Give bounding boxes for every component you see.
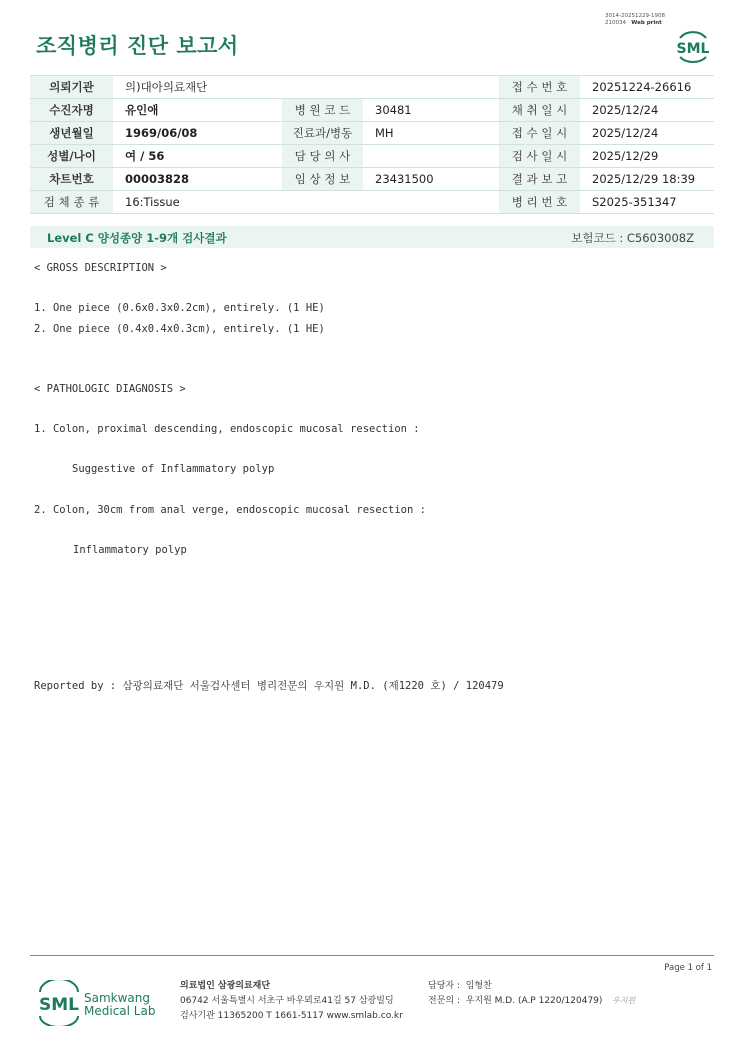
diagnosis-result: Inflammatory polyp: [73, 544, 187, 556]
report-code: [605, 13, 665, 27]
report-code-line1: 3014-20251229-1908: [605, 13, 665, 19]
result-label: 결 과 보 고: [499, 168, 580, 191]
report-code-id: 210034: [605, 20, 626, 26]
test-level: Level C 양성종양 1-9개 검사결과: [47, 231, 227, 245]
footer-contact: 검사기관 11365200 T 1661-5117 www.smlab.co.kr: [180, 1011, 403, 1021]
footer-logo-sml: SML: [39, 995, 79, 1015]
collect-date-label: 채 취 일 시: [499, 99, 580, 122]
footer-address: 06742 서울특별시 서초구 바우뫼로41길 57 삼광빌딩: [180, 996, 394, 1006]
diagnosis-header: < PATHOLOGIC DIAGNOSIS >: [34, 383, 186, 395]
page-number: Page 1 of 1: [664, 963, 712, 973]
specialist-label: 전문의 :: [428, 996, 460, 1006]
signature: 우지원: [612, 996, 636, 1005]
dept-value: MH: [363, 122, 499, 145]
sex-age-value: 여 / 56: [113, 145, 282, 168]
birth-value: 1969/06/08: [113, 122, 282, 145]
manager-name: 임형찬: [465, 981, 492, 991]
clinical-label: 임 상 정 보: [282, 168, 363, 191]
request-org-label: 의뢰기관: [30, 76, 113, 99]
request-org-value: 의)대아의료재단: [113, 76, 499, 99]
footer-staff: [428, 979, 602, 1009]
patient-label: 수진자명: [30, 99, 113, 122]
info-row: [30, 145, 714, 168]
dept-label: 진료과/병동: [282, 122, 363, 145]
report-title: 조직병리 진단 보고서: [36, 34, 239, 58]
info-row: [30, 191, 714, 214]
path-no-value: S2025-351347: [580, 191, 714, 214]
specimen-label: 검 체 종 류: [30, 191, 113, 214]
diagnosis-item: 2. Colon, 30cm from anal verge, endoscopic mucosal resection :: [34, 504, 426, 516]
reported-by: Reported by : 삼광의료재단 서울검사센터 병리전문의 우지원 M.D. (제1220 호) / 120479: [34, 680, 504, 692]
footer-divider: [30, 955, 714, 956]
patient-value: 유인애: [113, 99, 282, 122]
manager-label: 담당자 :: [428, 981, 460, 991]
gross-header: < GROSS DESCRIPTION >: [34, 262, 167, 274]
clinical-value: 23431500: [363, 168, 499, 191]
sml-logo-icon: [672, 26, 714, 66]
footer-logo-name1: Samkwang: [84, 991, 150, 1005]
receipt-date-label: 접 수 일 시: [499, 122, 580, 145]
gross-item: 2. One piece (0.4x0.4x0.3cm), entirely. (1 HE): [34, 323, 325, 335]
info-row: [30, 76, 714, 99]
footer-org-info: [180, 979, 403, 1024]
footer-org: 의료법인 삼광의료재단: [180, 981, 271, 991]
logo-text: SML: [676, 41, 710, 57]
insurance-code: 보험코드 : C5603008Z: [571, 231, 694, 245]
doctor-label: 담 당 의 사: [282, 145, 363, 168]
receipt-date-value: 2025/12/24: [580, 122, 714, 145]
patient-info-table: [30, 75, 714, 214]
chart-no-label: 차트번호: [30, 168, 113, 191]
web-print-label: Web print: [631, 20, 662, 26]
info-row: [30, 122, 714, 145]
birth-label: 생년월일: [30, 122, 113, 145]
samkwang-logo-icon: [36, 980, 166, 1026]
info-row: [30, 168, 714, 191]
hospital-code-value: 30481: [363, 99, 499, 122]
test-date-value: 2025/12/29: [580, 145, 714, 168]
specimen-value: 16:Tissue: [113, 191, 499, 214]
collect-date-value: 2025/12/24: [580, 99, 714, 122]
chart-no-value: 00003828: [113, 168, 282, 191]
info-row: [30, 99, 714, 122]
doctor-value: [363, 145, 499, 168]
diagnosis-item: 1. Colon, proximal descending, endoscopic mucosal resection :: [34, 423, 420, 435]
receipt-no-value: 20251224-26616: [580, 76, 714, 99]
hospital-code-label: 병 원 코 드: [282, 99, 363, 122]
specialist-name: 우지원 M.D. (A.P 1220/120479): [465, 996, 603, 1006]
gross-item: 1. One piece (0.6x0.3x0.2cm), entirely. (1 HE): [34, 302, 325, 314]
receipt-no-label: 접 수 번 호: [499, 76, 580, 99]
test-date-label: 검 사 일 시: [499, 145, 580, 168]
sex-age-label: 성별/나이: [30, 145, 113, 168]
path-no-label: 병 리 번 호: [499, 191, 580, 214]
test-banner: [30, 226, 714, 248]
result-value: 2025/12/29 18:39: [580, 168, 714, 191]
diagnosis-result: Suggestive of Inflammatory polyp: [72, 463, 275, 475]
footer-logo-name2: Medical Lab: [84, 1004, 156, 1018]
